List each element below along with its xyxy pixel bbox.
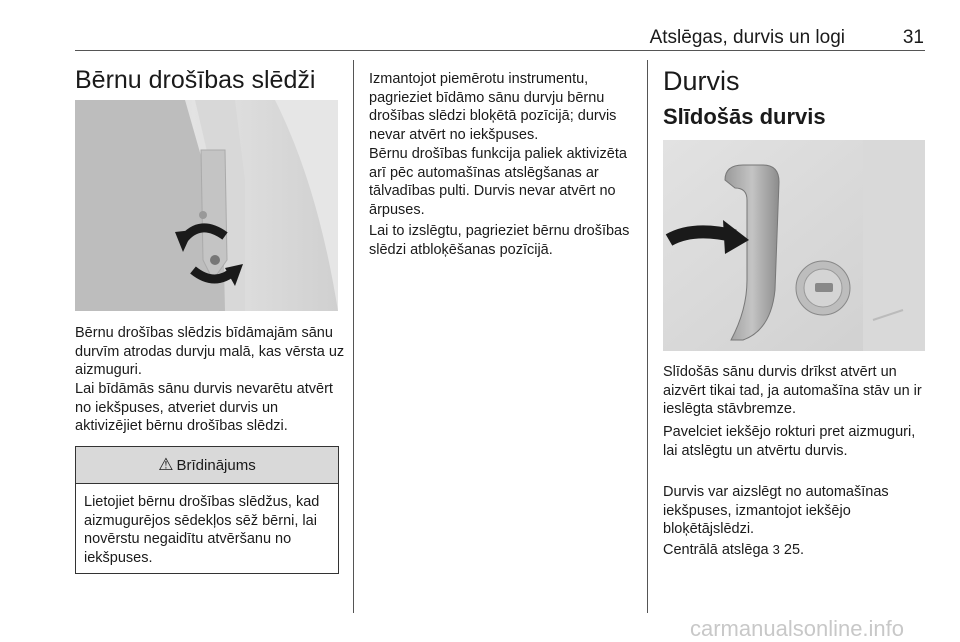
paragraph: Bērnu drošības slēdzis bīdāmajām sānu durvīm atrodas durvju malā, kas vērsta uz aizmuguri. <box>75 325 345 378</box>
cross-reference-page[interactable]: 25. <box>783 542 805 558</box>
child-lock-illustration <box>75 100 338 311</box>
paragraph: Pavelciet iekšējo rokturi pret aizmuguri, lai atslēgtu un atvērtu durvis. <box>663 424 916 459</box>
warning-text: Lietojiet bērnu drošības slēdžus, kad aizmugurējos sēdekļos sēž bērni, lai novērstu negaidītu atvēršanu no iekšpuses. <box>84 494 320 566</box>
sliding-door-handle-illustration <box>663 140 925 351</box>
paragraph: Durvis var aizslēgt no automašīnas iekšpuses, izmantojot iekšējo bloķētājslēdzi. <box>663 484 889 537</box>
subsection-heading-sliding-doors: Slīdošās durvis <box>663 104 826 129</box>
section-heading-doors: Durvis <box>663 66 740 96</box>
warning-box <box>75 446 339 574</box>
watermark: carmanualsonline.info <box>690 616 905 641</box>
cross-reference-label: Centrālā atslēga <box>663 542 769 558</box>
reference-arrow-icon: 3 <box>772 542 780 557</box>
warning-title: Brīdinājums <box>176 456 256 474</box>
paragraph: Slīdošās sānu durvis drīkst atvērt un aizvērt tikai tad, ja automašīna stāv un ir ieslēgta stāvbremze. <box>663 364 922 417</box>
page-number: 31 <box>902 27 924 48</box>
paragraph: Bērnu drošības funkcija paliek aktivizēta arī pēc automašīnas atslēgšanas ar tālvadības pulti. Durvis nevar atvērt no ārpuses. <box>369 146 627 218</box>
running-header-title: Atslēgas, durvis un logi <box>649 27 845 48</box>
warning-header <box>76 447 338 484</box>
column-divider <box>647 60 648 613</box>
paragraph: Lai bīdāmās sānu durvis nevarētu atvērt no iekšpuses, atveriet durvis un aktivizējiet bērnu drošības slēdzi. <box>75 381 333 434</box>
header-rule <box>75 50 925 51</box>
cross-reference <box>663 541 928 560</box>
section-heading-child-locks: Bērnu drošības slēdži <box>75 66 316 94</box>
column-divider <box>353 60 354 613</box>
paragraph: Lai to izslēgtu, pagrieziet bērnu drošības slēdzi atbloķēšanas pozīcijā. <box>369 223 630 258</box>
paragraph: Izmantojot piemērotu instrumentu, pagrieziet bīdāmo sānu durvju bērnu drošības slēdzi bloķētā pozīcijā; durvis nevar atvērt no iekšpuses. <box>369 71 617 143</box>
warning-triangle-icon: ⚠ <box>158 455 174 474</box>
